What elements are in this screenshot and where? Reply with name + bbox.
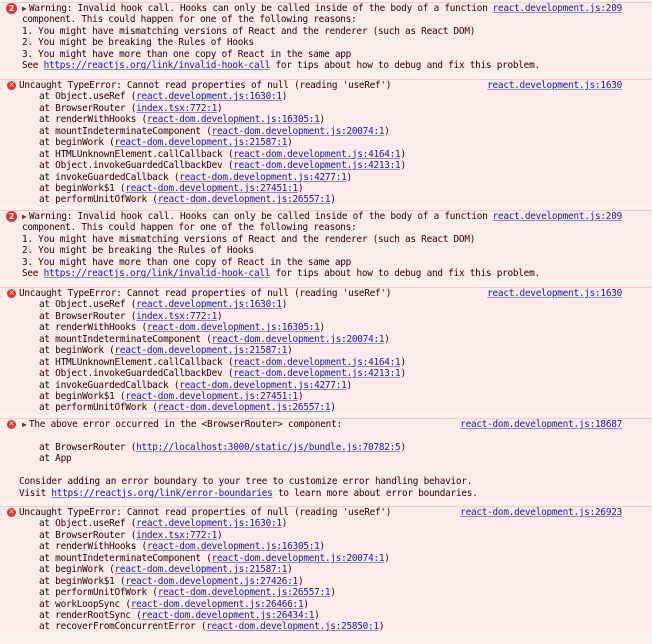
stack-frame [0,172,648,183]
stack-frame-text: at Object.useRef (react.development.js:1630:1) [39,518,288,530]
stack-frame-text: at beginWork$1 (react-dom.development.js:27451:1) [39,182,304,194]
message-text: 3. You might have more than one copy of React in the same app [22,256,352,268]
stack-frame-function: at invokeGuardedCallback [39,171,174,183]
message-text: Warning: Invalid hook call. Hooks can only be called inside of the body of a function [29,3,488,14]
message-text: component. This could happen for one of the following reasons: [22,222,357,234]
stack-frame-text: at Object.invokeGuardedCallbackDev (react-dom.development.js:4213:1) [39,368,406,380]
error-message-text: Uncaught TypeError: Cannot read properties of null (reading 'useRef') [19,80,392,91]
stack-frame-link[interactable]: react-dom.development.js:20074:1 [211,125,385,137]
message-text: Warning: Invalid hook call. Hooks can only be called inside of the body of a function [29,211,488,222]
visit-prefix: Visit [19,487,52,499]
stack-frame-text: at BrowserRouter (index.tsx:772:1) [39,529,223,541]
stack-frame-text: at beginWork (react-dom.development.js:21587:1) [39,345,293,357]
stack-frame [0,442,648,453]
see-prefix: See [22,268,44,280]
stack-frame-link[interactable]: index.tsx:772:1 [136,529,218,541]
stack-frame-link[interactable]: index.tsx:772:1 [136,102,218,114]
message-text: 1. You might have mismatching versions of React and the renderer (such as React DOM) [22,233,476,245]
message-line [0,14,648,25]
stack-frame [0,553,648,564]
stack-frame-text: at workLoopSync (react-dom.development.js:26466:1) [39,598,309,610]
stack-frame-function: at invokeGuardedCallback [39,379,174,391]
message-text: 3. You might have more than one copy of React in the same app [22,48,352,60]
stack-frame [0,183,648,194]
stack-frame-function: at Object.invokeGuardedCallbackDev [39,368,228,380]
stack-frame-link[interactable]: react-dom.development.js:21587:1 [114,345,288,357]
stack-frame-link[interactable]: react-dom.development.js:4277:1 [179,171,347,183]
blank-line [0,465,648,476]
visit-line [0,488,648,499]
stack-frame-text: at beginWork (react-dom.development.js:21587:1) [39,137,293,149]
source-link[interactable]: react.development.js:1630 [487,80,622,91]
stack-frame-function: at Object.useRef [39,91,131,103]
expand-triangle-icon[interactable]: ▶ [22,420,27,429]
stack-frame-link[interactable]: react-dom.development.js:4164:1 [233,148,401,160]
stack-frame-function: at performUnitOfWork [39,194,153,206]
stack-frame [0,299,648,310]
stack-frame-function: at beginWork [39,345,110,357]
error-icon: ✕ [8,508,15,516]
stack-frame-text: at beginWork$1 (react-dom.development.js:27451:1) [39,390,304,402]
message-text: 2. You might be breaking the Rules of Hooks [22,245,254,257]
stack-frame [0,149,648,160]
stack-frame-link[interactable]: react-dom.development.js:16305:1 [146,541,320,553]
message-header [0,3,648,14]
stack-frame-text: at BrowserRouter (index.tsx:772:1) [39,102,223,114]
stack-frame-text: at beginWork$1 (react-dom.development.js:27426:1) [39,575,304,587]
message-line [0,257,648,268]
stack-frame-link[interactable]: react-dom.development.js:27451:1 [125,182,298,194]
see-text [22,60,540,71]
stack-frame-function: at beginWork$1 [39,390,120,402]
message-header [0,419,648,430]
docs-link[interactable]: https://reactjs.org/link/invalid-hook-call [43,268,271,280]
stack-frame [0,518,648,529]
stack-frame-link[interactable]: react-dom.development.js:27451:1 [125,390,298,402]
expand-triangle-icon[interactable]: ▶ [22,212,27,221]
stack-frame [0,453,648,464]
see-suffix: for tips about how to debug and fix this problem. [270,268,540,280]
stack-frame-text: at mountIndeterminateComponent (react-dom.development.js:20074:1) [39,552,390,564]
stack-frame [0,368,648,379]
stack-frame-function: at renderWithHooks [39,541,142,553]
error-message-text: The above error occurred in the <BrowserRouter> component: [29,419,342,430]
message-line [0,222,648,233]
stack-frame-link[interactable]: react-dom.development.js:26466:1 [130,598,304,610]
error-message [0,287,652,414]
stack-frame-link[interactable]: react-dom.development.js:16305:1 [146,114,320,126]
stack-frame [0,576,648,587]
error-message [0,506,652,633]
message-text: 2. You might be breaking the Rules of Hooks [22,37,254,49]
docs-link[interactable]: https://reactjs.org/link/error-boundaries [51,487,273,499]
source-link[interactable]: react.development.js:209 [492,3,622,14]
stack-frame [0,334,648,345]
stack-frame-function: at BrowserRouter [39,102,131,114]
stack-frame-function: at renderWithHooks [39,114,142,126]
stack-frame-link[interactable]: react-dom.development.js:16305:1 [146,322,320,334]
stack-frame-function: at HTMLUnknownElement.callCallback [39,356,228,368]
stack-frame-link[interactable]: react-dom.development.js:26557:1 [157,402,331,414]
stack-frame-text: at BrowserRouter (index.tsx:772:1) [39,310,223,322]
stack-frame-link[interactable]: react-dom.development.js:4213:1 [233,160,401,172]
stack-frame-text: at beginWork (react-dom.development.js:21587:1) [39,564,293,576]
source-link[interactable]: react.development.js:209 [492,211,622,222]
stack-frame [0,599,648,610]
stack-frame-link[interactable]: react-dom.development.js:26434:1 [141,609,315,621]
see-suffix: for tips about how to debug and fix this problem. [270,60,540,72]
stack-frame-link[interactable]: react-dom.development.js:20074:1 [211,552,385,564]
stack-frame-text: at invokeGuardedCallback (react-dom.development.js:4277:1) [39,379,352,391]
stack-frame-text: at Object.useRef (react.development.js:1630:1) [39,299,288,311]
stack-frame [0,194,648,205]
stack-frame-link[interactable]: react-dom.development.js:21587:1 [114,564,288,576]
message-header [0,211,648,222]
stack-frame-text: at mountIndeterminateComponent (react-dom.development.js:20074:1) [39,125,390,137]
stack-frame-function: at beginWork [39,137,110,149]
stack-frame-function: at Object.useRef [39,518,131,530]
source-link[interactable]: react-dom.development.js:26923 [460,507,622,518]
error-icon: ✕ [8,420,15,428]
stack-frame-link[interactable]: react-dom.development.js:4164:1 [233,356,401,368]
stack-frame [0,114,648,125]
stack-frame-text: at renderRootSync (react-dom.development.js:26434:1) [39,609,320,621]
boundary-message [0,418,652,499]
message-text: 1. You might have mismatching versions of React and the renderer (such as React DOM) [22,25,476,37]
stack-frame [0,621,648,632]
stack-frame-function: at performUnitOfWork [39,402,153,414]
warning-message [0,2,652,72]
visit-suffix: to learn more about error boundaries. [272,487,478,499]
stack-frame-function: at performUnitOfWork [39,587,153,599]
stack-frame-text: at performUnitOfWork (react-dom.development.js:26557:1) [39,402,336,414]
stack-frame-link[interactable]: index.tsx:772:1 [136,310,218,322]
stack-frame-link[interactable]: react-dom.development.js:4213:1 [233,368,401,380]
stack-frame [0,322,648,333]
stack-frame-function: at App [39,453,72,465]
blank-line [0,430,648,441]
stack-frame-function: at BrowserRouter [39,310,131,322]
message-line [0,49,648,60]
error-message-text: Uncaught TypeError: Cannot read properties of null (reading 'useRef') [19,507,392,518]
stack-frame-link[interactable]: react-dom.development.js:21587:1 [114,137,288,149]
stack-frame-text: at recoverFromConcurrentError (react-dom.development.js:25850:1) [39,621,385,633]
source-link[interactable]: react.development.js:1630 [487,288,622,299]
stack-frame-link[interactable]: react.development.js:1630:1 [136,518,282,530]
stack-frame-function: at mountIndeterminateComponent [39,552,207,564]
error-count-badge-icon: 2 [6,3,17,14]
stack-frame-link[interactable]: react-dom.development.js:25850:1 [206,621,379,633]
stack-frame-text: at renderWithHooks (react-dom.development.js:16305:1) [39,322,325,334]
stack-frame-function: at beginWork$1 [39,182,120,194]
stack-frame [0,137,648,148]
message-line [0,26,648,37]
stack-frame-function: at renderRootSync [39,609,137,621]
stack-frame [0,402,648,413]
docs-link[interactable]: https://reactjs.org/link/invalid-hook-call [43,60,271,72]
stack-frame-link[interactable]: http://localhost:3000/static/js/bundle.js:70782:5 [136,441,401,453]
visit-text [19,488,478,499]
stack-frame-link[interactable]: react.development.js:1630:1 [136,299,282,311]
stack-frame-function: at Object.useRef [39,299,131,311]
error-message [0,79,652,206]
stack-frame-function: at mountIndeterminateComponent [39,125,207,137]
stack-frame [0,587,648,598]
message-header [0,80,648,91]
stack-frame-link[interactable]: react-dom.development.js:26557:1 [157,587,331,599]
stack-frame-link[interactable]: react-dom.development.js:20074:1 [211,333,385,345]
stack-frame-function: at BrowserRouter [39,529,131,541]
stack-frame-text: at renderWithHooks (react-dom.development.js:16305:1) [39,541,325,553]
stack-frame-function: at workLoopSync [39,598,126,610]
error-icon: ✕ [8,289,15,297]
stack-frame-text: at Object.useRef (react.development.js:1630:1) [39,91,288,103]
error-count-badge-icon: 2 [6,211,17,222]
error-message-text: Uncaught TypeError: Cannot read properties of null (reading 'useRef') [19,288,392,299]
stack-frame [0,564,648,575]
message-header [0,507,648,518]
stack-frame-function: at recoverFromConcurrentError [39,621,201,633]
see-text [22,268,540,279]
stack-frame [0,391,648,402]
stack-frame [0,126,648,137]
stack-frame-function: at renderWithHooks [39,322,142,334]
stack-frame-link[interactable]: react-dom.development.js:27426:1 [125,575,298,587]
stack-frame [0,160,648,171]
stack-frame [0,610,648,621]
stack-frame [0,103,648,114]
stack-frame-text: at mountIndeterminateComponent (react-dom.development.js:20074:1) [39,333,390,345]
stack-frame-text: at Object.invokeGuardedCallbackDev (react-dom.development.js:4213:1) [39,160,406,172]
stack-frame-text [39,453,71,464]
see-prefix: See [22,60,44,72]
source-link[interactable]: react-dom.development.js:18687 [460,419,622,430]
stack-frame-function: at mountIndeterminateComponent [39,333,207,345]
error-icon: ✕ [8,81,15,89]
message-text: component. This could happen for one of the following reasons: [22,14,357,26]
stack-frame-function: at BrowserRouter [39,441,131,453]
stack-frame [0,380,648,391]
stack-frame-text: at renderWithHooks (react-dom.development.js:16305:1) [39,114,325,126]
see-line [0,268,648,279]
stack-frame-text: at BrowserRouter (http://localhost:3000/static/js/bundle.js:70782:5) [39,441,406,453]
see-line [0,60,648,71]
advice-text: Consider adding an error boundary to your tree to customize error handling behavior. [19,476,473,488]
stack-frame-function: at beginWork [39,564,110,576]
stack-frame-function: at HTMLUnknownElement.callCallback [39,148,228,160]
stack-frame-link[interactable]: react-dom.development.js:4277:1 [179,379,347,391]
stack-frame [0,311,648,322]
message-line [0,234,648,245]
stack-frame [0,541,648,552]
message-line [0,37,648,48]
advice-line [0,476,648,487]
message-line [0,245,648,256]
stack-frame [0,91,648,102]
warning-message [0,210,652,280]
stack-frame-function: at Object.invokeGuardedCallbackDev [39,160,228,172]
stack-frame-text: at performUnitOfWork (react-dom.development.js:26557:1) [39,194,336,206]
stack-frame-text: at HTMLUnknownElement.callCallback (react-dom.development.js:4164:1) [39,356,406,368]
stack-frame-text: at HTMLUnknownElement.callCallback (react-dom.development.js:4164:1) [39,148,406,160]
stack-frame-text: at performUnitOfWork (react-dom.development.js:26557:1) [39,587,336,599]
stack-frame-text: at invokeGuardedCallback (react-dom.development.js:4277:1) [39,171,352,183]
stack-frame [0,530,648,541]
stack-frame [0,357,648,368]
stack-frame-link[interactable]: react-dom.development.js:26557:1 [157,194,331,206]
stack-frame-link[interactable]: react.development.js:1630:1 [136,91,282,103]
stack-frame-function: at beginWork$1 [39,575,120,587]
stack-frame [0,345,648,356]
expand-triangle-icon[interactable]: ▶ [22,4,27,13]
message-header [0,288,648,299]
